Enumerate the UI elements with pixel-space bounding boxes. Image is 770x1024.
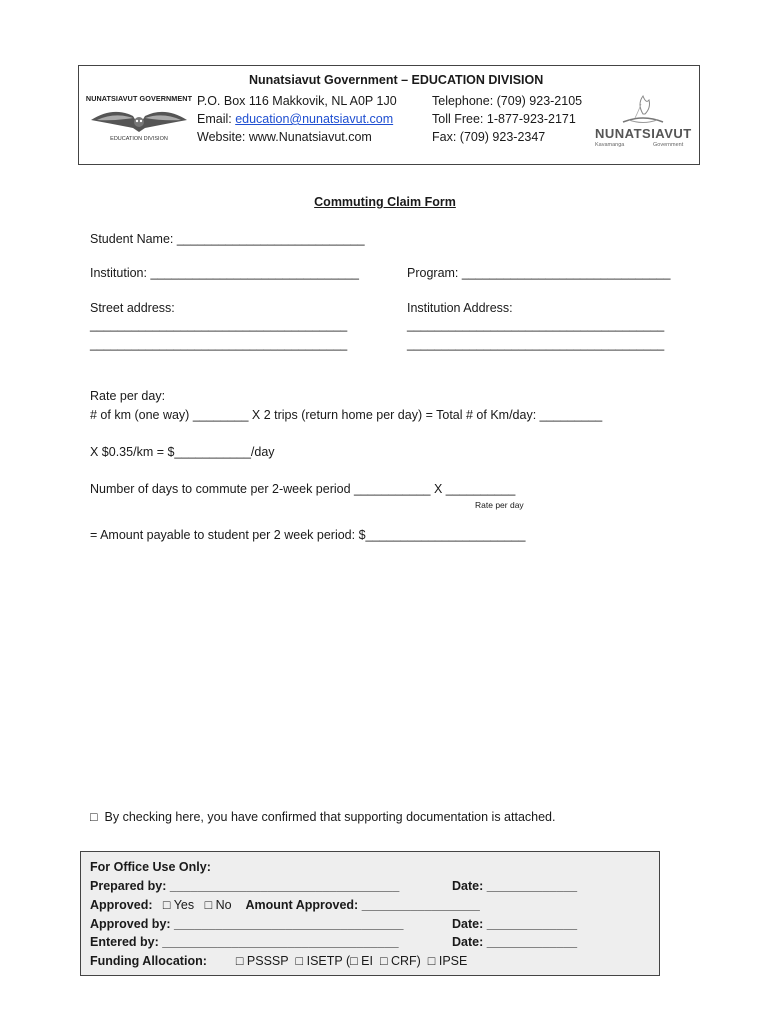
right-logo-subtitle-inuktitut: Kavamanga [595,142,625,148]
flame-lamp-icon [613,92,673,128]
no-checkbox[interactable]: □ [204,898,213,912]
no-label: No [215,898,232,912]
isetp-label: ISETP ( [306,954,351,968]
prepared-date-field[interactable]: Date: _____________ [452,879,578,893]
entered-date-field[interactable]: Date: _____________ [452,935,578,949]
rate-per-day-caption: Rate per day [475,500,524,510]
institution-address-line-1[interactable]: _____________________________________ [407,318,665,332]
office-use-heading: For Office Use Only: [90,860,211,874]
tollfree-line: Toll Free: 1-877-923-2171 [432,112,576,126]
nunatsiavut-logo [591,92,695,152]
left-logo-subtitle: EDUCATION DIVISION [110,136,168,142]
isetp-checkbox[interactable]: □ [295,954,304,968]
pssp-label: PSSSP [246,954,289,968]
street-address-line-2[interactable]: _____________________________________ [90,337,348,351]
website-line: Website: www.Nunatsiavut.com [197,130,372,144]
prepared-by-field[interactable]: Prepared by: _________________________________ [90,879,400,893]
institution-field[interactable]: Institution: ______________________________ [90,266,360,280]
ei-checkbox[interactable]: □ [350,954,358,968]
email-link[interactable]: education@nunatsiavut.com [235,112,394,126]
amount-approved-field[interactable]: Amount Approved: _________________ [245,898,480,912]
email-line [197,112,393,126]
organization-title: Nunatsiavut Government – EDUCATION DIVISION [249,73,544,87]
amount-payable-line[interactable]: = Amount payable to student per 2 week period: $_______________________ [90,528,526,542]
commute-days-line[interactable]: Number of days to commute per 2-week period ___________ X __________ [90,482,516,496]
documentation-confirmation-text: By checking here, you have confirmed that supporting documentation is attached. [104,810,556,824]
email-label: Email: [197,112,236,126]
km-calculation-line[interactable]: # of km (one way) ________ X 2 trips (return home per day) = Total # of Km/day: _________ [90,408,603,422]
form-title: Commuting Claim Form [314,195,456,209]
approved-date-field[interactable]: Date: _____________ [452,917,578,931]
yes-label: Yes [173,898,195,912]
entered-by-field[interactable]: Entered by: __________________________________ [90,935,399,949]
approved-label: Approved: [90,898,153,912]
program-field[interactable]: Program: ______________________________ [407,266,671,280]
documentation-confirmation [90,810,555,824]
right-logo-subtitle-english: Government [653,142,684,148]
institution-address-label: Institution Address: [407,301,513,315]
crf-checkbox[interactable]: □ [379,954,388,968]
address-line: P.O. Box 116 Makkovik, NL A0P 1J0 [197,94,397,108]
owl-wings-icon [83,104,195,134]
student-name-field[interactable]: Student Name: ___________________________ [90,232,365,246]
ipse-label: IPSE [438,954,468,968]
right-logo-name: NUNATSIAVUT [595,126,692,141]
yes-checkbox[interactable]: □ [162,898,171,912]
approved-by-field[interactable]: Approved by: _________________________________ [90,917,404,931]
rate-per-day-heading: Rate per day: [90,389,166,403]
rate-calculation-line[interactable]: X $0.35/km = $___________/day [90,445,275,459]
institution-address-line-2[interactable]: _____________________________________ [407,337,665,351]
funding-allocation-label: Funding Allocation: [90,954,207,968]
ipse-checkbox[interactable]: □ [427,954,436,968]
funding-allocation-row [90,954,467,968]
pssp-checkbox[interactable]: □ [235,954,244,968]
street-address-line-1[interactable]: _____________________________________ [90,318,348,332]
education-division-logo [83,94,195,146]
ei-label: EI [361,954,373,968]
telephone-line: Telephone: (709) 923-2105 [432,94,583,108]
approval-row [90,898,480,912]
left-logo-name: NUNATSIAVUT GOVERNMENT [85,94,193,103]
fax-line: Fax: (709) 923-2347 [432,130,546,144]
letterhead [78,65,700,165]
documentation-checkbox[interactable]: □ [90,810,98,824]
crf-label: CRF) [390,954,421,968]
office-use-box [80,851,660,976]
street-address-label: Street address: [90,301,175,315]
